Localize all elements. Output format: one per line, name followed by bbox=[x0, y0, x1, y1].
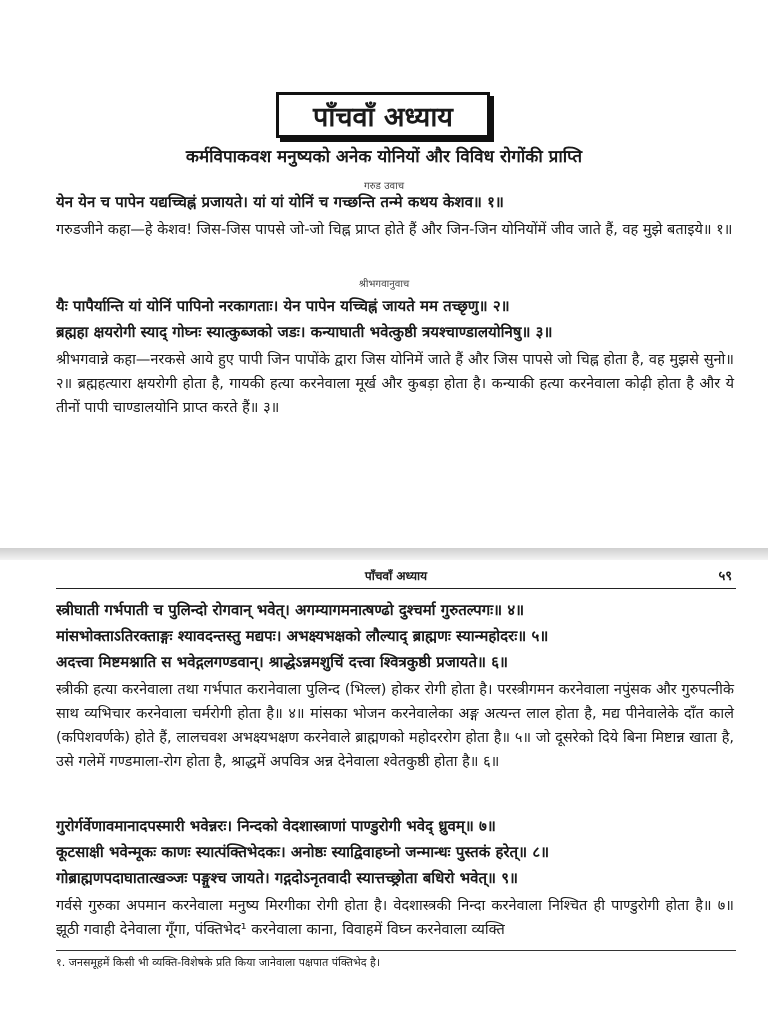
verse-4: स्त्रीघाती गर्भपाती च पुलिन्दो रोगवान् भवेत्। अगम्यागमनात्षण्ढो दुश्चर्मा गुरुतल्पगः॥ ४॥ bbox=[56, 601, 525, 619]
prose-4: गर्वसे गुरुका अपमान करनेवाला मनुष्य मिरगीका रोगी होता है। वेदशास्त्रकी निन्दा करनेवाला निश्चित ही पाण्डुरोगी होता है॥ ७॥ झूठी गवाही देनेवाला गूँगा, पंक्तिभेद¹ करनेवाला काना, विवाहमें विघ्न करनेवाला व्यक्ति bbox=[56, 898, 734, 938]
running-head-title: पाँचवाँ अध्याय bbox=[364, 569, 428, 583]
speaker-garuda: गरुड उवाच bbox=[363, 181, 405, 192]
page-number: ५९ bbox=[718, 569, 732, 584]
chapter-title: पाँचवाँ अध्याय bbox=[276, 92, 490, 138]
footnote: १. जनसमूहमें किसी भी व्यक्ति-विशेषके प्रति किया जानेवाला पक्षपात पंक्तिभेद है। bbox=[56, 956, 381, 969]
page-separator bbox=[0, 548, 768, 560]
prose-2: श्रीभगवान्ने कहा—नरकसे आये हुए पापी जिन पापोंके द्वारा जिस योनिमें जाते हैं और जिस पापसे जो चिह्न होता है, वह मुझसे सुनो॥ २॥ ब्रह्महत्यारा क्षयरोगी होता है, गायकी हत्या करनेवाला मूर्ख और कुबड़ा होता है। कन्याकी हत्या करनेवाला कोढ़ी होता है और ये तीनों पापी चाण्डालयोनि प्राप्त करते हैं॥ ३॥ bbox=[56, 352, 734, 416]
speaker-bhagavan: श्रीभगवानुवाच bbox=[358, 279, 410, 290]
verse-8: कूटसाक्षी भवेन्मूकः काणः स्यात्पंक्तिभेदकः। अनोष्ठः स्याद्विवाहघ्नो जन्मान्धः पुस्तकं हरेत्॥ ८॥ bbox=[56, 843, 550, 861]
verse-1: येन येन च पापेन यद्यच्चिह्नं प्रजायते। यां यां योनिं च गच्छन्ति तन्मे कथय केशव॥ १॥ bbox=[56, 193, 504, 211]
verse-5: मांसभोक्ताऽतिरक्ताङ्गः श्यावदन्तस्तु मद्यपः। अभक्ष्यभक्षको लौल्याद् ब्राह्मणः स्यान्महोदरः॥ ५॥ bbox=[56, 627, 549, 645]
verse-2: यैः पापैर्यान्ति यां योनिं पापिनो नरकागताः। येन पापेन यच्चिह्नं जायते मम तच्छृणु॥ २॥ bbox=[56, 297, 510, 315]
verse-3: ब्रह्महा क्षयरोगी स्याद् गोघ्नः स्यात्कुब्जको जडः। कन्याघाती भवेत्कुष्ठी त्रयश्चाण्डालयोनिषु॥ ३॥ bbox=[56, 323, 553, 341]
verse-9: गोब्राह्मणपदाघातात्खञ्जः पङ्गुश्च जायते। गद्गदोऽनृतवादी स्यात्तच्छ्रोता बधिरो भवेत्॥ ९॥ bbox=[56, 869, 519, 887]
footnote-divider bbox=[56, 950, 736, 951]
prose-3: स्त्रीकी हत्या करनेवाला तथा गर्भपात करानेवाला पुलिन्द (भिल्ल) होकर रोगी होता है। परस्त्रीगमन करनेवाला नपुंसक और गुरुपत्नीके साथ व्यभिचार करनेवाला चर्मरोगी होता है॥ ४॥ मांसका भोजन करनेवालेका अङ्ग अत्यन्त लाल होता है, मद्य पीनेवालेके दाँत काले (कपिशवर्णके) होते हैं, लालचवश अभक्ष्यभक्षण करनेवाले ब्राह्मणको महोदररोग होता है॥ ५॥ जो दूसरेको दिये बिना मिष्टान्न खाता है, उसे गलेमें गण्डमाला-रोग होता है, श्राद्धमें अपवित्र अन्न देनेवाला श्वेतकुष्ठी होता है॥ ६॥ bbox=[56, 682, 734, 770]
verse-7: गुरोर्गर्वेणावमानादपस्मारी भवेन्नरः। निन्दको वेदशास्त्राणां पाण्डुरोगी भवेद् ध्रुवम्॥ ७॥ bbox=[56, 817, 496, 835]
verse-6: अदत्त्वा मिष्टमश्नाति स भवेद्गलगण्डवान्। श्राद्धेऽन्नमशुचिं दत्त्वा श्वित्रकुष्ठी प्रजायते॥ ६॥ bbox=[56, 653, 509, 671]
running-head bbox=[56, 566, 736, 589]
chapter-subtitle: कर्मविपाकवश मनुष्यको अनेक योनियों और विविध रोगोंकी प्राप्ति bbox=[185, 147, 583, 167]
prose-1: गरुडजीने कहा—हे केशव! जिस-जिस पापसे जो-जो चिह्न प्राप्त होते हैं और जिन-जिन योनियोंमें जीव जाते हैं, वह मुझे बताइये॥ १॥ bbox=[56, 222, 733, 238]
